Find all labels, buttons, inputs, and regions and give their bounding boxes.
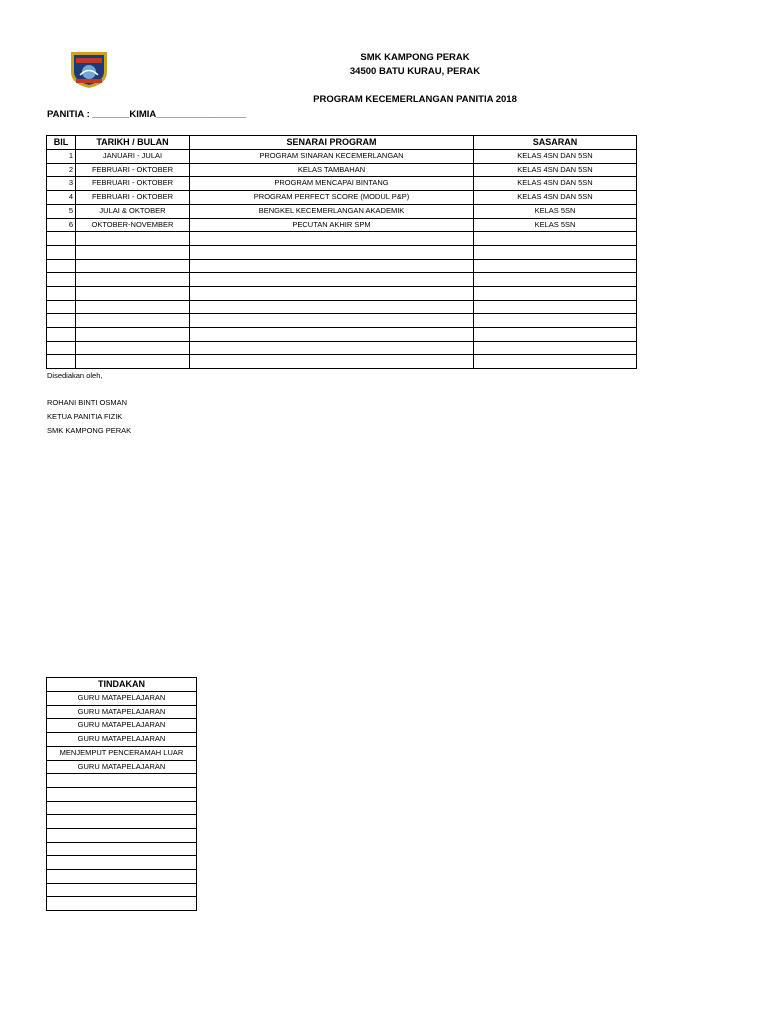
program-table — [46, 135, 637, 369]
sasaran-cell: KELAS 4SN DAN 5SN — [474, 163, 637, 177]
table-row — [47, 746, 197, 760]
tindakan-cell: GURU MATAPELAJARAN — [47, 719, 197, 733]
bil-cell — [47, 314, 76, 328]
bil-cell: 6 — [47, 218, 76, 232]
tarikh-cell — [76, 328, 190, 342]
tarikh-cell — [76, 314, 190, 328]
program-cell — [190, 314, 474, 328]
tarikh-cell: JANUARI - JULAI — [76, 150, 190, 164]
bil-cell — [47, 273, 76, 287]
table-row — [47, 163, 637, 177]
sasaran-cell — [474, 232, 637, 246]
table-row — [47, 177, 637, 191]
sasaran-cell — [474, 341, 637, 355]
program-cell — [190, 328, 474, 342]
sasaran-cell: KELAS 4SN DAN 5SN — [474, 177, 637, 191]
table-row — [47, 828, 197, 842]
tindakan-cell — [47, 774, 197, 788]
tarikh-cell: JULAI & OKTOBER — [76, 204, 190, 218]
program-cell — [190, 300, 474, 314]
table-row — [47, 801, 197, 815]
table-row — [47, 897, 197, 911]
bil-cell: 1 — [47, 150, 76, 164]
tindakan-cell: GURU MATAPELAJARAN — [47, 705, 197, 719]
panitia-line: PANITIA : _______KIMIA_________________ — [47, 109, 247, 120]
table-row — [47, 245, 637, 259]
table-row — [47, 191, 637, 205]
table-row — [47, 733, 197, 747]
program-cell: PROGRAM PERFECT SCORE (MODUL P&P) — [190, 191, 474, 205]
tindakan-cell: MENJEMPUT PENCERAMAH LUAR — [47, 746, 197, 760]
bil-cell: 3 — [47, 177, 76, 191]
table-row — [47, 787, 197, 801]
bil-cell: 2 — [47, 163, 76, 177]
bil-cell — [47, 300, 76, 314]
tindakan-header: TINDAKAN — [47, 678, 197, 692]
table-row — [47, 842, 197, 856]
tarikh-cell — [76, 300, 190, 314]
tarikh-cell: OKTOBER-NOVEMBER — [76, 218, 190, 232]
table-row — [47, 259, 637, 273]
col-bil: BIL — [47, 136, 76, 150]
table-row — [47, 719, 197, 733]
tindakan-cell — [47, 815, 197, 829]
tindakan-cell — [47, 801, 197, 815]
table-row — [47, 218, 637, 232]
program-cell: PROGRAM SINARAN KECEMERLANGAN — [190, 150, 474, 164]
tarikh-cell — [76, 232, 190, 246]
program-cell — [190, 286, 474, 300]
bil-cell — [47, 328, 76, 342]
sasaran-cell — [474, 286, 637, 300]
program-table-header — [47, 136, 637, 150]
tarikh-cell: FEBRUARI - OKTOBER — [76, 191, 190, 205]
table-row — [47, 328, 637, 342]
school-name: SMK KAMPONG PERAK — [360, 52, 470, 63]
tarikh-cell — [76, 286, 190, 300]
signatory-name: ROHANI BINTI OSMAN — [47, 398, 128, 407]
bil-cell — [47, 341, 76, 355]
sasaran-cell: KELAS 4SN DAN 5SN — [474, 150, 637, 164]
program-cell — [190, 232, 474, 246]
table-row — [47, 286, 637, 300]
sasaran-cell — [474, 300, 637, 314]
bil-cell — [47, 232, 76, 246]
table-row — [47, 314, 637, 328]
program-cell — [190, 273, 474, 287]
table-row — [47, 705, 197, 719]
sasaran-cell: KELAS 5SN — [474, 204, 637, 218]
tarikh-cell — [76, 355, 190, 369]
tarikh-cell: FEBRUARI - OKTOBER — [76, 163, 190, 177]
program-cell: PECUTAN AKHIR SPM — [190, 218, 474, 232]
table-row — [47, 815, 197, 829]
program-cell — [190, 245, 474, 259]
table-row — [47, 341, 637, 355]
sasaran-cell — [474, 328, 637, 342]
tindakan-cell — [47, 870, 197, 884]
tarikh-cell — [76, 273, 190, 287]
tindakan-cell — [47, 787, 197, 801]
prepared-by-label: Disediakan oleh, — [47, 371, 103, 380]
table-row — [47, 760, 197, 774]
tarikh-cell: FEBRUARI - OKTOBER — [76, 177, 190, 191]
tindakan-cell — [47, 828, 197, 842]
table-row — [47, 355, 637, 369]
tindakan-cell: GURU MATAPELAJARAN — [47, 692, 197, 706]
program-cell — [190, 259, 474, 273]
bil-cell — [47, 355, 76, 369]
program-cell — [190, 355, 474, 369]
signatory-school: SMK KAMPONG PERAK — [47, 426, 132, 435]
bil-cell: 4 — [47, 191, 76, 205]
table-row — [47, 883, 197, 897]
tarikh-cell — [76, 245, 190, 259]
sasaran-cell — [474, 355, 637, 369]
sasaran-cell — [474, 259, 637, 273]
table-row — [47, 774, 197, 788]
tindakan-cell — [47, 856, 197, 870]
table-row — [47, 150, 637, 164]
col-senarai-program: SENARAI PROGRAM — [190, 136, 474, 150]
table-row — [47, 692, 197, 706]
table-row — [47, 856, 197, 870]
school-address: 34500 BATU KURAU, PERAK — [349, 66, 481, 77]
tindakan-cell — [47, 842, 197, 856]
col-tarikh: TARIKH / BULAN — [76, 136, 190, 150]
program-title: PROGRAM KECEMERLANGAN PANITIA 2018 — [313, 94, 517, 105]
table-row — [47, 300, 637, 314]
sasaran-cell: KELAS 4SN DAN 5SN — [474, 191, 637, 205]
program-cell: PROGRAM MENCAPAI BINTANG — [190, 177, 474, 191]
program-cell — [190, 341, 474, 355]
table-row — [47, 232, 637, 246]
program-cell: BENGKEL KECEMERLANGAN AKADEMIK — [190, 204, 474, 218]
sasaran-cell — [474, 314, 637, 328]
table-row — [47, 204, 637, 218]
tindakan-cell: GURU MATAPELAJARAN — [47, 733, 197, 747]
sasaran-cell — [474, 245, 637, 259]
bil-cell — [47, 286, 76, 300]
signatory-position: KETUA PANITIA FIZIK — [47, 412, 123, 421]
bil-cell: 5 — [47, 204, 76, 218]
sasaran-cell: KELAS 5SN — [474, 218, 637, 232]
tindakan-cell — [47, 897, 197, 911]
tindakan-table — [46, 677, 197, 911]
col-sasaran: SASARAN — [474, 136, 637, 150]
tarikh-cell — [76, 341, 190, 355]
tarikh-cell — [76, 259, 190, 273]
bil-cell — [47, 245, 76, 259]
tindakan-cell: GURU MATAPELAJARAN — [47, 760, 197, 774]
table-row — [47, 273, 637, 287]
program-cell: KELAS TAMBAHAN — [190, 163, 474, 177]
bil-cell — [47, 259, 76, 273]
tindakan-cell — [47, 883, 197, 897]
sasaran-cell — [474, 273, 637, 287]
table-row — [47, 870, 197, 884]
